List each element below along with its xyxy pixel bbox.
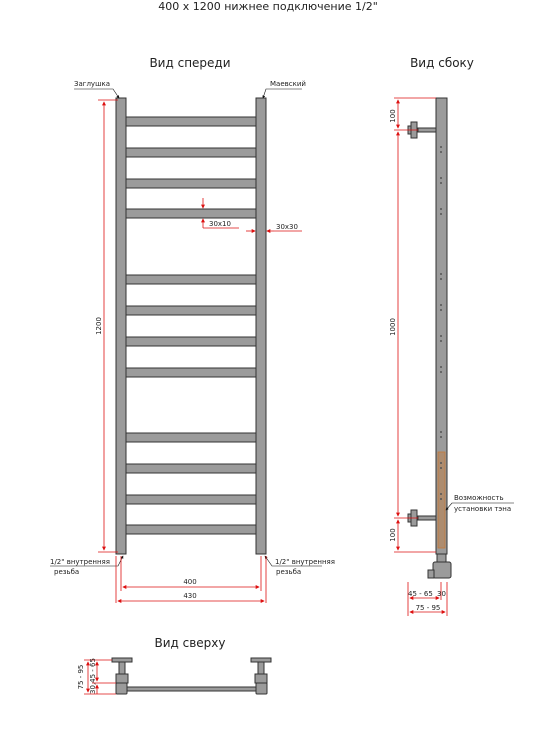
top-view-heading: Вид сверху <box>154 636 226 650</box>
side-view <box>389 98 514 616</box>
top-view <box>77 658 271 694</box>
side-mid-dimension: 1000 <box>389 318 397 336</box>
thread-left-label-2: резьба <box>54 568 80 576</box>
top-depth-dimension: 75 - 95 <box>77 664 85 690</box>
drawing-title: 400 x 1200 нижнее подключение 1/2" <box>158 0 378 13</box>
rung <box>126 306 256 315</box>
right-post <box>256 98 266 554</box>
mayevsky-label: Маевский <box>270 80 306 88</box>
rung <box>126 495 256 504</box>
wall-plate <box>251 658 271 662</box>
top-rung <box>127 687 256 691</box>
rung <box>126 525 256 534</box>
rung <box>126 179 256 188</box>
side-bottom-dimension: 100 <box>389 528 397 542</box>
rung <box>126 275 256 284</box>
plug-label: Заглушка <box>74 80 110 88</box>
outer-width-dimension: 430 <box>183 592 197 600</box>
rungs <box>126 117 256 534</box>
inner-width-dimension: 400 <box>183 578 197 586</box>
side-offset-b-dimension: 30 <box>437 590 446 598</box>
rung <box>126 117 256 126</box>
left-post <box>116 98 126 554</box>
rung <box>126 148 256 157</box>
rung <box>126 209 256 218</box>
rung <box>126 464 256 473</box>
thread-right-label-2: резьба <box>276 568 302 576</box>
side-top-dimension: 100 <box>389 109 397 123</box>
thread-right-label-1: 1/2" внутренняя <box>275 558 335 566</box>
front-view <box>50 80 335 603</box>
top-right-post <box>256 683 267 694</box>
front-view-heading: Вид спереди <box>149 56 231 70</box>
heater-label-1: Возможность <box>454 494 504 502</box>
height-dimension: 1200 <box>95 317 103 335</box>
heater-label-2: установки тэна <box>454 505 512 513</box>
connection-fitting <box>428 554 451 578</box>
side-view-heading: Вид сбоку <box>410 56 474 70</box>
wall-plate <box>112 658 132 662</box>
top-offset-dimension: 30,45 - 65 <box>89 658 97 694</box>
rung <box>126 337 256 346</box>
top-left-post <box>116 683 127 694</box>
rung-size-dimension: 30x10 <box>209 220 231 228</box>
heater-zone <box>438 452 445 548</box>
rung <box>126 433 256 442</box>
rung <box>126 368 256 377</box>
side-depth-dimension: 75 - 95 <box>415 604 441 612</box>
side-offset-a-dimension: 45 - 65 <box>408 590 433 598</box>
thread-left-label-1: 1/2" внутренняя <box>50 558 110 566</box>
tube-size-dimension: 30x30 <box>276 223 298 231</box>
